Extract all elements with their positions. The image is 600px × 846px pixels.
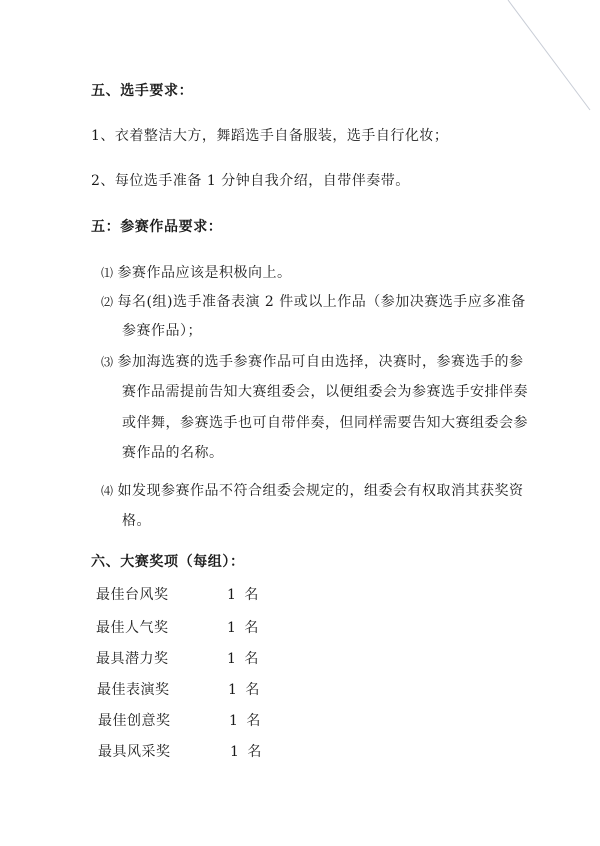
section-heading-contestant-requirements: 五、选手要求： — [91, 83, 194, 99]
award-name: 最佳创意奖 — [98, 713, 171, 729]
entry-item-4-continuation: 格。 — [122, 513, 151, 529]
entry-item-text: 参赛作品应该是积极向上。 — [117, 265, 292, 281]
entry-item-number: ⑷ — [101, 484, 114, 498]
entry-item-4 — [101, 482, 524, 500]
entry-item-1 — [101, 264, 292, 282]
award-name: 最佳人气奖 — [96, 620, 169, 636]
entry-item-text: 参加海选赛的选手参赛作品可自由选择，决赛时，参赛选手的参 — [117, 354, 524, 370]
award-count: 1 名 — [229, 713, 263, 729]
award-name: 最佳台风奖 — [96, 587, 169, 603]
entry-item-text: 每名(组)选手准备表演 2 件或以上作品（参加决赛选手应多准备 — [117, 294, 526, 310]
entry-item-3-continuation-2: 或伴舞，参赛选手也可自带伴奏，但同样需要告知大赛组委会参 — [122, 415, 528, 431]
section-heading-entry-requirements: 五：参赛作品要求： — [91, 219, 223, 235]
award-count: 1 名 — [230, 744, 264, 760]
award-name: 最佳表演奖 — [97, 682, 170, 698]
requirement-item-1: 1、衣着整洁大方，舞蹈选手自备服装，选手自行化妆； — [91, 128, 449, 144]
award-count: 1 名 — [228, 682, 262, 698]
award-name: 最具潜力奖 — [96, 651, 169, 667]
entry-item-2 — [101, 293, 526, 311]
entry-item-3 — [101, 353, 524, 371]
entry-item-3-continuation-3: 赛作品的名称。 — [122, 445, 224, 461]
entry-item-number: ⑶ — [101, 355, 114, 369]
entry-item-3-continuation-1: 赛作品需提前告知大赛组委会，以便组委会为参赛选手安排伴奏 — [122, 384, 528, 400]
entry-item-number: ⑴ — [101, 266, 114, 280]
award-count: 1 名 — [227, 651, 261, 667]
entry-item-number: ⑵ — [101, 295, 114, 309]
award-name: 最具风采奖 — [98, 744, 171, 760]
entry-item-text: 如发现参赛作品不符合组委会规定的，组委会有权取消其获奖资 — [117, 483, 524, 499]
requirement-item-2: 2、每位选手准备 1 分钟自我介绍，自带伴奏带。 — [91, 173, 410, 189]
entry-item-2-continuation: 参赛作品）； — [122, 323, 202, 339]
section-heading-awards: 六、大赛奖项（每组）： — [91, 554, 245, 570]
award-count: 1 名 — [227, 587, 261, 603]
award-count: 1 名 — [227, 620, 261, 636]
